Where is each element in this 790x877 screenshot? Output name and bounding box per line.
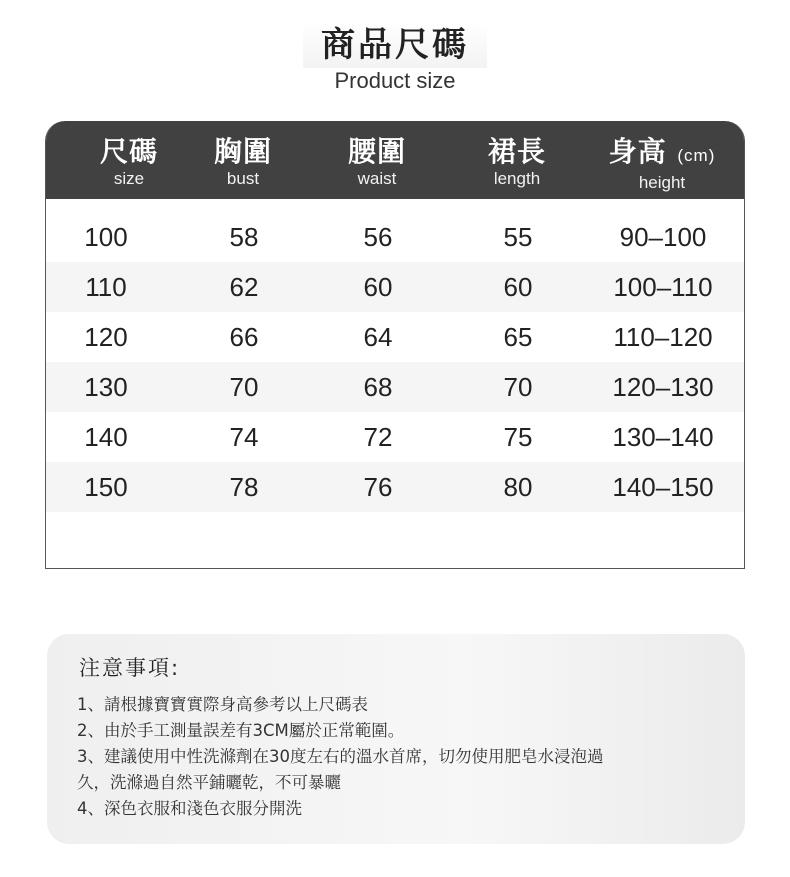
table-cell-length: 60	[503, 272, 533, 302]
care-notes-panel	[47, 634, 745, 844]
table-cell-bust: 74	[229, 422, 259, 452]
column-header-height	[597, 135, 727, 193]
column-header-length	[455, 135, 579, 189]
table-cell-size: 140	[84, 422, 128, 452]
table-cell-waist: 68	[363, 372, 393, 402]
table-cell-length: 75	[503, 422, 533, 452]
column-header-label: 胸圍	[213, 135, 272, 168]
list-item: 2、由於手工測量誤差有3CM屬於正常範圍。	[77, 721, 405, 740]
table-cell-height: 120–130	[612, 372, 714, 402]
column-header-sublabel: height	[638, 173, 686, 192]
column-header-label: 尺碼	[99, 135, 158, 168]
table-row	[46, 462, 744, 512]
column-header-label: 腰圍	[347, 135, 406, 168]
notes-list	[77, 692, 717, 822]
table-cell-bust: 58	[229, 222, 259, 252]
table-cell-bust: 70	[229, 372, 259, 402]
table-cell-waist: 56	[363, 222, 393, 252]
column-header-sublabel: bust	[226, 169, 260, 188]
column-header-bust	[181, 135, 305, 189]
table-header	[45, 121, 745, 199]
table-cell-height: 130–140	[612, 422, 714, 452]
table-row	[46, 312, 744, 362]
column-header-sublabel: size	[113, 169, 145, 188]
list-item: 3、建議使用中性洗滌劑在30度左右的溫水首席，切勿使用肥皂水浸泡過	[77, 747, 604, 766]
table-cell-length: 70	[503, 372, 533, 402]
table-cell-height: 100–110	[613, 272, 713, 302]
table-cell-bust: 62	[229, 272, 259, 302]
table-cell-waist: 64	[363, 322, 393, 352]
notes-title: 注意事項:	[79, 656, 181, 680]
column-header-waist	[315, 135, 439, 189]
table-cell-waist: 76	[363, 472, 393, 502]
table-cell-height: 110–120	[613, 322, 713, 352]
page-subtitle: Product size	[334, 68, 456, 93]
column-header-label: 裙長	[487, 135, 546, 168]
table-cell-size: 100	[84, 222, 128, 252]
list-item: 1、請根據寶寶實際身高參考以上尺碼表	[77, 695, 368, 714]
column-header-label: 身高	[608, 135, 667, 168]
table-cell-size: 150	[84, 472, 128, 502]
column-header-sublabel: waist	[357, 169, 397, 188]
table-row	[46, 412, 744, 462]
size-table	[45, 121, 745, 569]
page-header	[0, 22, 790, 94]
table-cell-height: 90–100	[619, 222, 707, 252]
table-cell-length: 55	[503, 222, 533, 252]
column-header-size	[67, 135, 191, 189]
page-title: 商品尺碼	[303, 22, 487, 68]
table-cell-bust: 78	[229, 472, 259, 502]
table-cell-size: 120	[84, 322, 128, 352]
table-row	[46, 212, 744, 262]
column-header-unit: (cm)	[677, 146, 716, 165]
column-header-sublabel: length	[493, 169, 541, 188]
list-item: 4、深色衣服和淺色衣服分開洗	[77, 799, 302, 818]
list-item: 久，洗滌過自然平鋪曬乾，不可暴曬	[77, 773, 341, 792]
table-cell-length: 65	[503, 322, 533, 352]
table-cell-size: 130	[84, 372, 128, 402]
table-cell-length: 80	[503, 472, 533, 502]
table-cell-waist: 72	[363, 422, 393, 452]
table-cell-size: 110	[85, 272, 127, 302]
table-cell-bust: 66	[229, 322, 259, 352]
table-row	[46, 362, 744, 412]
table-cell-height: 140–150	[612, 472, 714, 502]
table-cell-waist: 60	[363, 272, 393, 302]
table-row	[46, 262, 744, 312]
